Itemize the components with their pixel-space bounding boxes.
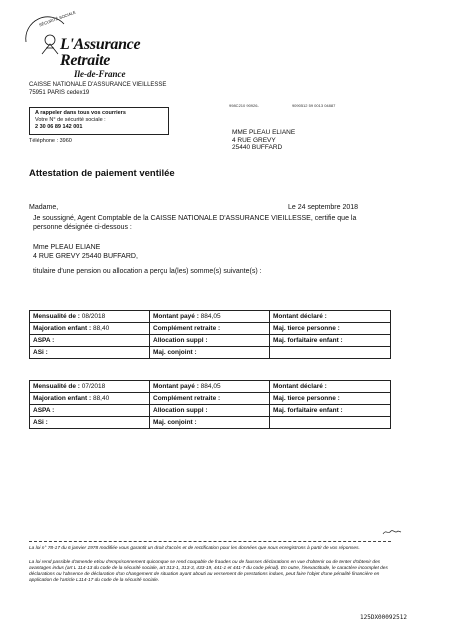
reference-2: 9090512 59 0013 04887 (291, 103, 336, 108)
forfaitaire-label: Maj. forfaitaire enfant : (270, 405, 391, 417)
reminder-line-1: A rappeler dans tous vos courriers (35, 110, 126, 116)
tierce-label: Maj. tierce personne : (270, 393, 391, 405)
conjoint-label: Maj. conjoint : (150, 347, 270, 359)
body-paragraph: Je soussigné, Agent Comptable de la CAISSE NATIONALE D'ASSURANCE VIEILLESSE, certifie que la personne désignée ci-dessous : (33, 215, 357, 231)
signature-mark (382, 528, 402, 536)
salutation: Madame, (29, 204, 59, 211)
complement-label: Complément retraite : (150, 323, 270, 335)
majoration-cell (30, 393, 150, 405)
beneficiary-address: 4 RUE GREVY 25440 BUFFARD, (33, 252, 138, 260)
footer-note-fraud: La loi rend passible d'amende et/ou d'emprisonnement quiconque se rend coupable de fraudes ou de fausses déclarations en vue d'obtenir ou de tenter d'obtenir des avantages indus (art L 114-13 du code de la sécurité sociale, art 313-1, 313-3, 433-19, 441-1 et 441-7 du code pénal). En outre, l'inexactitude, le caractère incomplet des déclarations ou l'absence de déclaration d'un changement de situation ayant abouti au versement de prestations indues, peut faire l'objet d'une pénalité financière en application de l'article L114-17 du code de la sécurité sociale. (29, 560, 388, 583)
majoration-value: 88,40 (92, 395, 110, 402)
reminder-box (29, 107, 169, 135)
majoration-cell (30, 323, 150, 335)
reference-1: 998C210 90926- (229, 103, 259, 108)
table-row (30, 405, 391, 417)
beneficiary-name: Mme PLEAU ELIANE (33, 244, 101, 251)
aspa-label: ASPA : (30, 405, 150, 417)
montant-paye-value: 884,05 (200, 313, 221, 320)
conjoint-label: Maj. conjoint : (150, 417, 270, 429)
table-row (30, 311, 391, 323)
montant-paye-label: Montant payé : (153, 383, 201, 390)
caisse-city: 75951 PARIS cedex19 (29, 89, 90, 96)
mensualite-value: 08/2018 (81, 313, 106, 320)
majoration-label: Majoration enfant : (33, 325, 93, 332)
montant-paye-value: 884,05 (200, 383, 221, 390)
tierce-label: Maj. tierce personne : (270, 323, 391, 335)
document-title: Attestation de paiement ventilée (29, 168, 175, 179)
beneficiary-block (33, 244, 138, 261)
payment-table (29, 380, 391, 429)
mensualite-cell (30, 381, 150, 393)
asi-label: ASi : (30, 347, 150, 359)
majoration-value: 88,40 (92, 325, 110, 332)
brand-line-2: Retraite (60, 52, 111, 69)
empty-cell (270, 417, 391, 429)
majoration-label: Majoration enfant : (33, 395, 93, 402)
footer-divider (29, 541, 391, 542)
document-date: Le 24 septembre 2018 (288, 204, 359, 211)
reference-codes (229, 103, 367, 108)
mensualite-value: 07/2018 (81, 383, 106, 390)
montant-declare-label: Montant déclaré : (270, 311, 391, 323)
footer-note-privacy: La loi n° 78-17 du 6 janvier 1978 modifiée vous garantit un droit d'accès et de rectification pour les données que nous enregistrons à partir de vos réponses. (29, 546, 360, 551)
titulaire-statement: titulaire d'une pension ou allocation a perçu la(les) somme(s) suivante(s) : (33, 268, 262, 275)
social-security-number: 2 30 06 89 142 001 (35, 124, 83, 130)
empty-cell (270, 347, 391, 359)
recipient-address (232, 129, 295, 152)
payment-table (29, 310, 391, 359)
table-row (30, 335, 391, 347)
allocation-label: Allocation suppl : (150, 335, 270, 347)
telephone: Téléphone : 3960 (29, 138, 72, 144)
document-code: 125DX00092512 (360, 614, 407, 621)
mensualite-label: Mensualité de : (33, 383, 82, 390)
recipient-name: MME PLEAU ELIANE (232, 129, 296, 136)
brand-line-1: L'Assurance (60, 36, 141, 53)
asi-label: ASi : (30, 417, 150, 429)
montant-paye-label: Montant payé : (153, 313, 201, 320)
montant-declare-label: Montant déclaré : (270, 381, 391, 393)
caisse-name: CAISSE NATIONALE D'ASSURANCE VIEILLESSE (29, 82, 167, 88)
caisse-address (29, 82, 166, 97)
mensualite-cell (30, 311, 150, 323)
recipient-street: 4 RUE GREVY (232, 136, 276, 144)
table-row (30, 381, 391, 393)
montant-paye-cell (150, 381, 270, 393)
table-row (30, 347, 391, 359)
mensualite-label: Mensualité de : (33, 313, 82, 320)
seal-text: SÉCURITÉ SOCIALE (38, 9, 77, 28)
table-row (30, 393, 391, 405)
table-row (30, 417, 391, 429)
brand-region: Ile-de-France (74, 69, 126, 79)
aspa-label: ASPA : (30, 335, 150, 347)
montant-paye-cell (150, 311, 270, 323)
complement-label: Complément retraite : (150, 393, 270, 405)
forfaitaire-label: Maj. forfaitaire enfant : (270, 335, 391, 347)
reminder-line-2: Votre N° de sécurité sociale : (35, 117, 106, 123)
allocation-label: Allocation suppl : (150, 405, 270, 417)
recipient-city: 25440 BUFFARD (232, 144, 283, 151)
table-row (30, 323, 391, 335)
